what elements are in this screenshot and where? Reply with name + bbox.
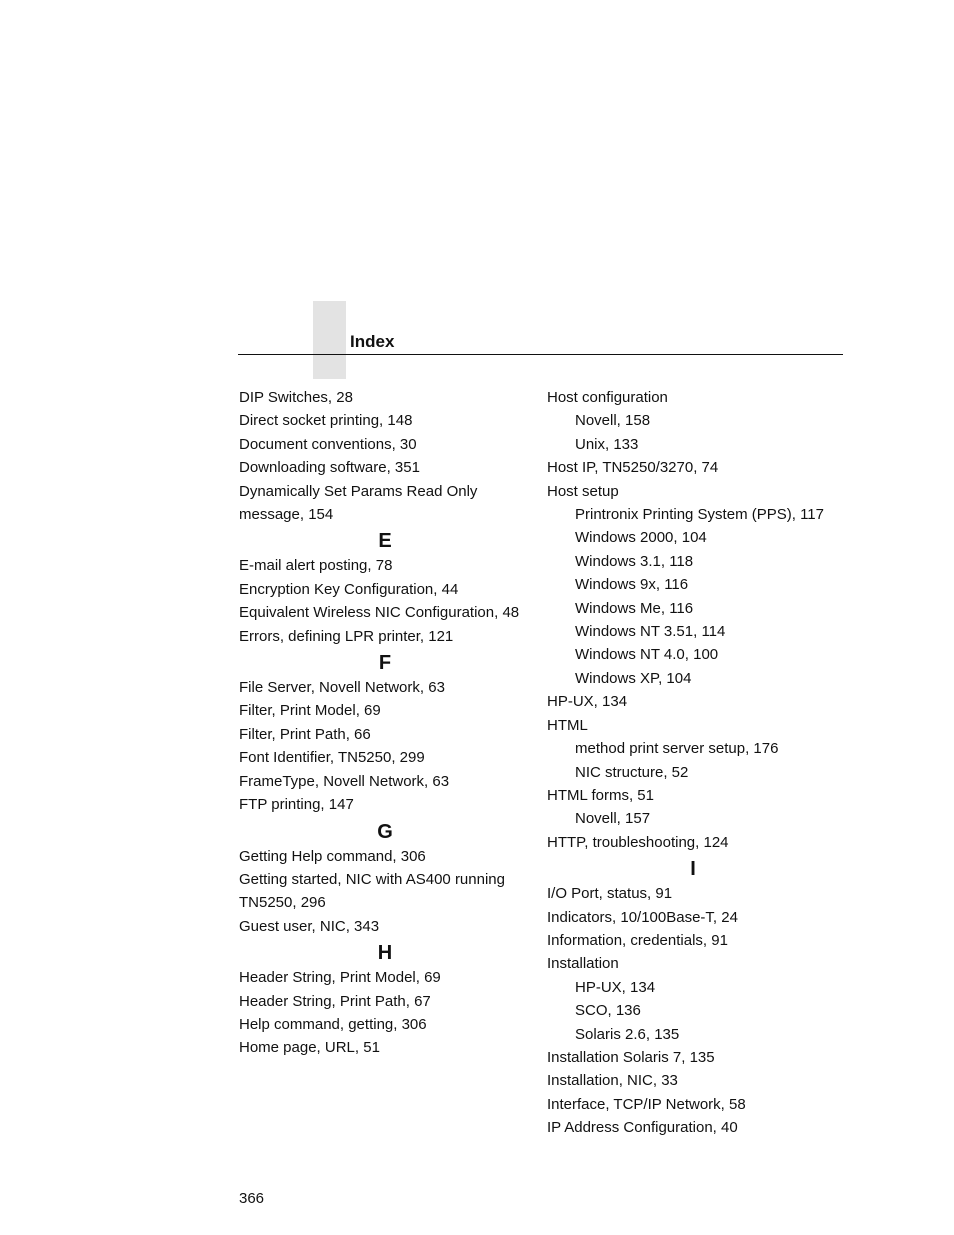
index-subentry: Novell, 158 xyxy=(575,412,651,430)
index-column-right xyxy=(547,386,847,1140)
index-entry: Help command, getting, 306 xyxy=(239,1015,427,1033)
index-entry: DIP Switches, 28 xyxy=(239,389,353,406)
index-subentry: Solaris 2.6, 135 xyxy=(575,1025,680,1043)
section-letter: I xyxy=(690,858,696,881)
index-entry: Information, credentials, 91 xyxy=(547,931,728,949)
index-entry: Installation, NIC, 33 xyxy=(547,1072,678,1090)
index-subentry: HP-UX, 134 xyxy=(575,978,656,996)
index-entry: File Server, Novell Network, 63 xyxy=(239,679,445,697)
index-entry: Getting Help command, 306 xyxy=(239,847,426,865)
index-subentry: Printronix Printing System (PPS), 117 xyxy=(575,506,824,524)
index-entry: FTP printing, 147 xyxy=(239,796,354,814)
index-entry: Indicators, 10/100Base-T, 24 xyxy=(547,908,738,926)
index-subentry: Windows 9x, 116 xyxy=(575,576,689,594)
index-entry: TN5250, 296 xyxy=(239,894,326,912)
index-entry: Filter, Print Model, 69 xyxy=(239,702,381,720)
index-entry: Host IP, TN5250/3270, 74 xyxy=(547,459,719,477)
index-entry: Home page, URL, 51 xyxy=(239,1039,380,1057)
index-entry: Encryption Key Configuration, 44 xyxy=(239,580,459,598)
header-tab-block xyxy=(313,301,346,379)
index-entry: Filter, Print Path, 66 xyxy=(239,725,371,743)
index-subentry: Windows XP, 104 xyxy=(575,669,692,687)
index-entry: Header String, Print Model, 69 xyxy=(239,969,441,987)
index-subentry: Novell, 157 xyxy=(575,810,651,828)
section-letter: F xyxy=(378,652,392,675)
index-subentry: Windows 3.1, 118 xyxy=(575,552,694,570)
header-rule xyxy=(238,354,843,355)
index-entry: Dynamically Set Params Read Only xyxy=(239,482,478,500)
index-entry: Getting started, NIC with AS400 running xyxy=(239,870,505,888)
index-subentry: Unix, 133 xyxy=(575,435,639,453)
section-letter: G xyxy=(377,820,393,843)
index-entry: Guest user, NIC, 343 xyxy=(239,917,380,935)
index-column-left xyxy=(239,386,539,1060)
index-entry: Direct socket printing, 148 xyxy=(239,412,413,430)
index-entry: E-mail alert posting, 78 xyxy=(239,557,393,575)
index-entry: Installation Solaris 7, 135 xyxy=(547,1048,715,1066)
index-subentry: Windows 2000, 104 xyxy=(575,529,707,547)
index-entry: I/O Port, status, 91 xyxy=(547,885,673,903)
index-entry: Document conventions, 30 xyxy=(239,435,417,453)
index-entry: HP-UX, 134 xyxy=(547,693,628,711)
index-entry: Host configuration xyxy=(547,389,668,406)
index-entry: IP Address Configuration, 40 xyxy=(547,1119,738,1137)
index-subentry: Windows NT 4.0, 100 xyxy=(575,646,719,664)
index-subentry: Windows NT 3.51, 114 xyxy=(575,623,726,641)
index-subentry: method print server setup, 176 xyxy=(575,740,779,758)
index-entry: Installation xyxy=(547,955,619,973)
index-entry: Font Identifier, TN5250, 299 xyxy=(239,749,425,767)
index-entry: Interface, TCP/IP Network, 58 xyxy=(547,1095,746,1113)
index-subentry: NIC structure, 52 xyxy=(575,763,689,781)
index-entry: Host setup xyxy=(547,482,619,500)
index-entry: HTTP, troubleshooting, 124 xyxy=(547,833,729,851)
index-entry: HTML forms, 51 xyxy=(547,786,654,804)
page-title: Index xyxy=(350,332,395,351)
index-entry: message, 154 xyxy=(239,506,334,524)
section-letter: H xyxy=(377,942,393,965)
index-subentry: SCO, 136 xyxy=(575,1002,641,1020)
index-entry: Equivalent Wireless NIC Configuration, 48 xyxy=(239,604,520,622)
index-entry: HTML xyxy=(547,716,588,734)
section-letter: E xyxy=(378,530,392,553)
index-subentry: Windows Me, 116 xyxy=(575,599,694,617)
index-entry: FrameType, Novell Network, 63 xyxy=(239,772,450,790)
index-entry: Header String, Print Path, 67 xyxy=(239,992,431,1010)
index-entry: Errors, defining LPR printer, 121 xyxy=(239,627,454,645)
index-entry: Downloading software, 351 xyxy=(239,459,420,477)
page-number: 366 xyxy=(239,1190,265,1207)
